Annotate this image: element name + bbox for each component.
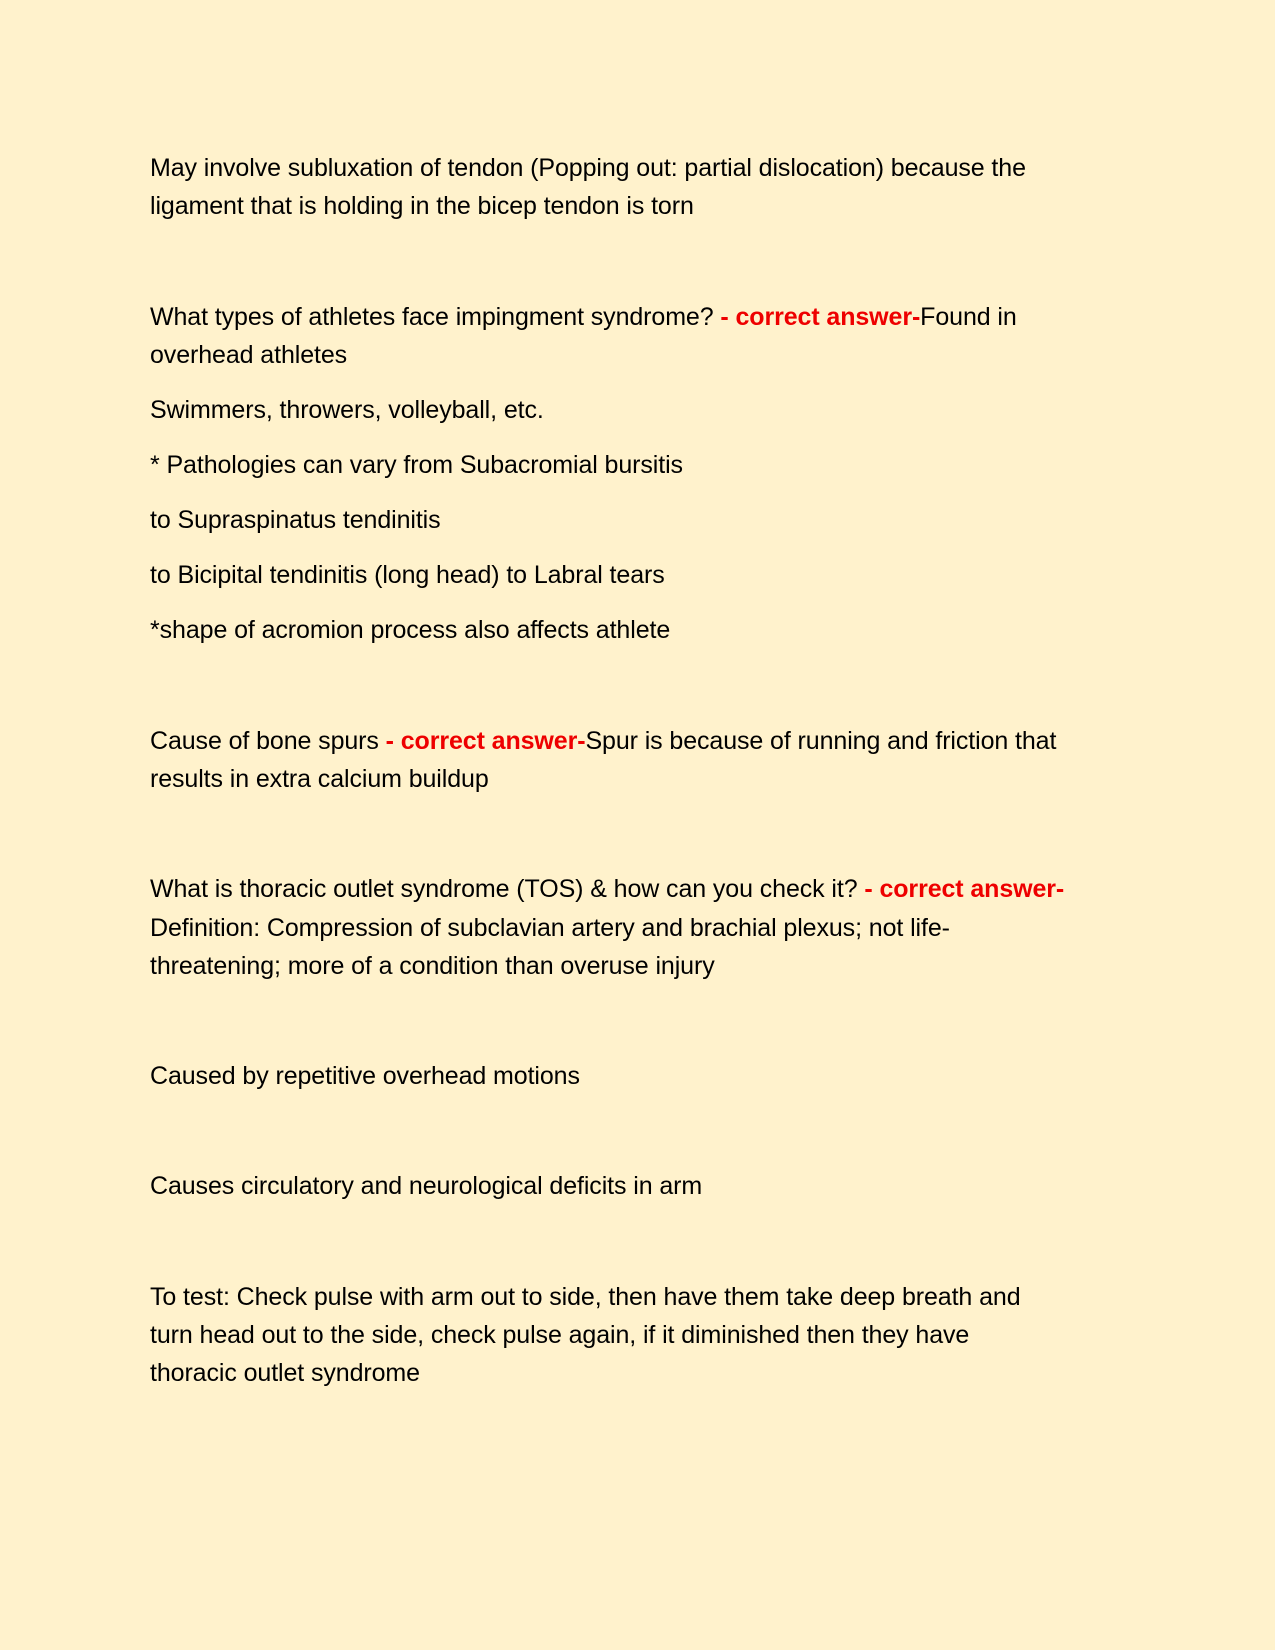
question-line bbox=[150, 298, 1017, 336]
text-line: Causes circulatory and neurological deficits in arm bbox=[150, 1172, 703, 1200]
answer-text: Found in bbox=[920, 303, 1017, 331]
question-text: What types of athletes face impingment syndrome? bbox=[150, 303, 714, 331]
question-text: Cause of bone spurs bbox=[150, 727, 379, 755]
text-line: ligament that is holding in the bicep tendon is torn bbox=[150, 192, 694, 220]
text-line: turn head out to the side, check pulse again, if it diminished then they have bbox=[150, 1321, 970, 1349]
question-line bbox=[150, 870, 1064, 908]
document-page bbox=[150, 0, 1140, 1650]
correct-answer-marker: - correct answer- bbox=[385, 727, 586, 755]
question-text: What is thoracic outlet syndrome (TOS) & how can you check it? bbox=[150, 875, 858, 903]
text-line: thoracic outlet syndrome bbox=[150, 1359, 420, 1387]
text-line: *shape of acromion process also affects athlete bbox=[150, 616, 671, 644]
question-line bbox=[150, 722, 1056, 760]
text-line: to Bicipital tendinitis (long head) to Labral tears bbox=[150, 561, 665, 589]
text-line: threatening; more of a condition than overuse injury bbox=[150, 952, 715, 980]
correct-answer-marker: - correct answer- bbox=[864, 875, 1065, 903]
text-line: * Pathologies can vary from Subacromial bursitis bbox=[150, 451, 683, 479]
correct-answer-marker: - correct answer- bbox=[720, 303, 921, 331]
text-line: to Supraspinatus tendinitis bbox=[150, 506, 441, 534]
text-line: To test: Check pulse with arm out to side, then have them take deep breath and bbox=[150, 1283, 1021, 1311]
text-line: Definition: Compression of subclavian artery and brachial plexus; not life- bbox=[150, 914, 950, 942]
answer-text: Spur is because of running and friction that bbox=[585, 727, 1057, 755]
text-line: Caused by repetitive overhead motions bbox=[150, 1062, 580, 1090]
text-line: results in extra calcium buildup bbox=[150, 765, 489, 793]
text-line: Swimmers, throwers, volleyball, etc. bbox=[150, 396, 544, 424]
text-line: May involve subluxation of tendon (Popping out: partial dislocation) because the bbox=[150, 154, 1026, 182]
text-line: overhead athletes bbox=[150, 341, 348, 369]
